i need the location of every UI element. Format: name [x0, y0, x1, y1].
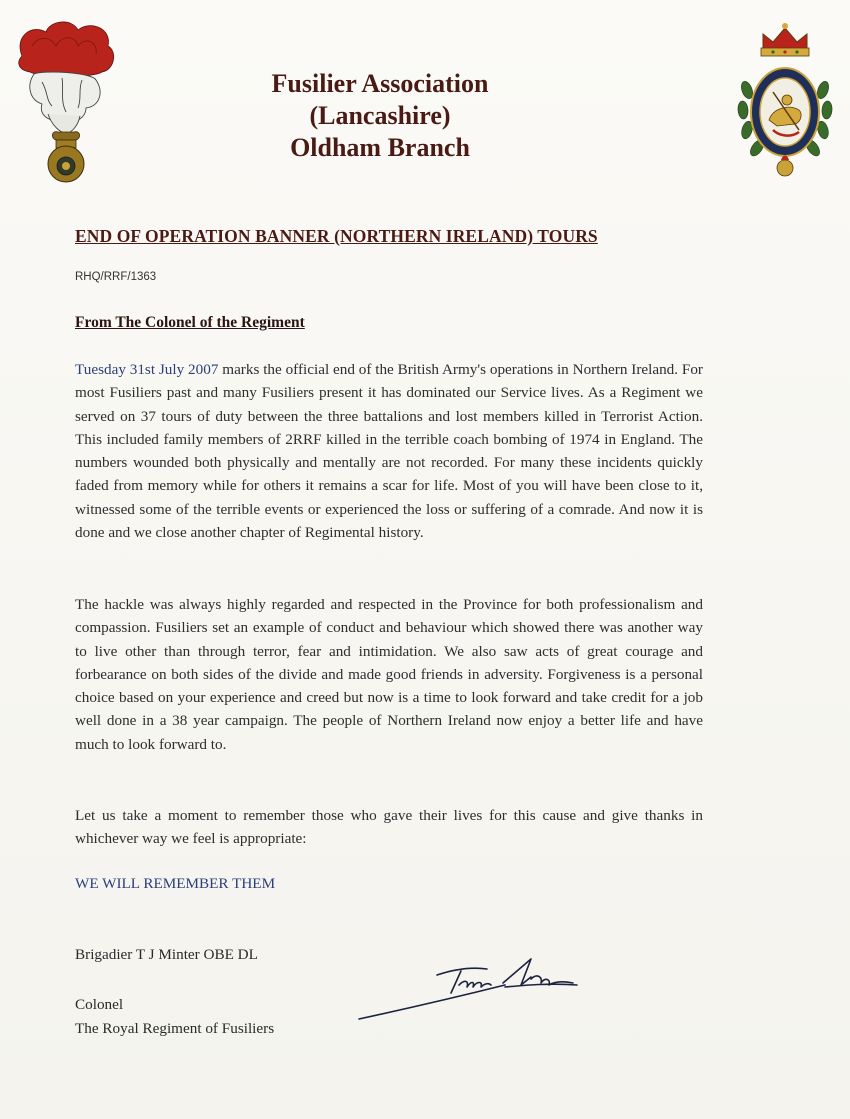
association-line-2: (Lancashire) — [309, 101, 451, 130]
letter-heading: END OF OPERATION BANNER (NORTHERN IRELAND) TOURS — [75, 226, 598, 246]
handwritten-signature-icon — [355, 955, 585, 1027]
signer-rank: Colonel — [75, 996, 124, 1013]
signer-name: Brigadier T J Minter OBE DL — [75, 946, 258, 963]
paragraph-2: The hackle was always highly regarded and respected in the Province for both professionalism and compassion. Fusiliers set an example of conduct and behaviour which showed there was another way to live other than through terror, fear and intimidation. We also saw acts of great courage and forbearance on both sides of the divide and made good friends in adversity. Forgiveness is a personal choice based on your experience and creed but now is a time to look forward and take credit for a job well done in a 38 year campaign. The people of Northern Ireland now enjoy a better life and have much to look forward to. — [75, 596, 703, 753]
association-line-3: Oldham Branch — [290, 133, 470, 162]
association-name — [180, 68, 580, 164]
paragraph-1 — [75, 358, 703, 544]
remember-line: WE WILL REMEMBER THEM — [75, 875, 276, 892]
signer-regiment: The Royal Regiment of Fusiliers — [75, 1020, 275, 1037]
fusilier-hackle-grenade-icon — [12, 16, 120, 186]
paragraph-1-text: marks the official end of the British Army's operations in Northern Ireland. For most Fusiliers past and many Fusiliers present it has dominated our Service lives. As a Regiment we served on 37 tours of duty between the three battalions and lost members killed in Terrorist Action. This included family members of 2RRF killed in the terrible coach bombing of 1974 in England. The numbers wounded both physically and mentally are not recorded. For many these incidents quickly faded from memory while for others it remains a scar for life. Most of you will have been close to it, witnessed some of the terrible events or experienced the loss or suffering of a comrade. And now it is done and we close another chapter of Regimental history. — [75, 361, 703, 542]
reference-number: RHQ/RRF/1363 — [75, 271, 157, 283]
from-title: From The Colonel of the Regiment — [75, 314, 305, 331]
royal-regiment-of-fusiliers-badge-icon — [733, 20, 837, 184]
signer-title-block — [75, 993, 274, 1041]
association-line-1: Fusilier Association — [271, 69, 489, 98]
paragraph-3: Let us take a moment to remember those who gave their lives for this cause and give thanks in whichever way we feel is appropriate: — [75, 807, 703, 848]
paragraph-1-date: Tuesday 31st July 2007 — [75, 361, 219, 378]
